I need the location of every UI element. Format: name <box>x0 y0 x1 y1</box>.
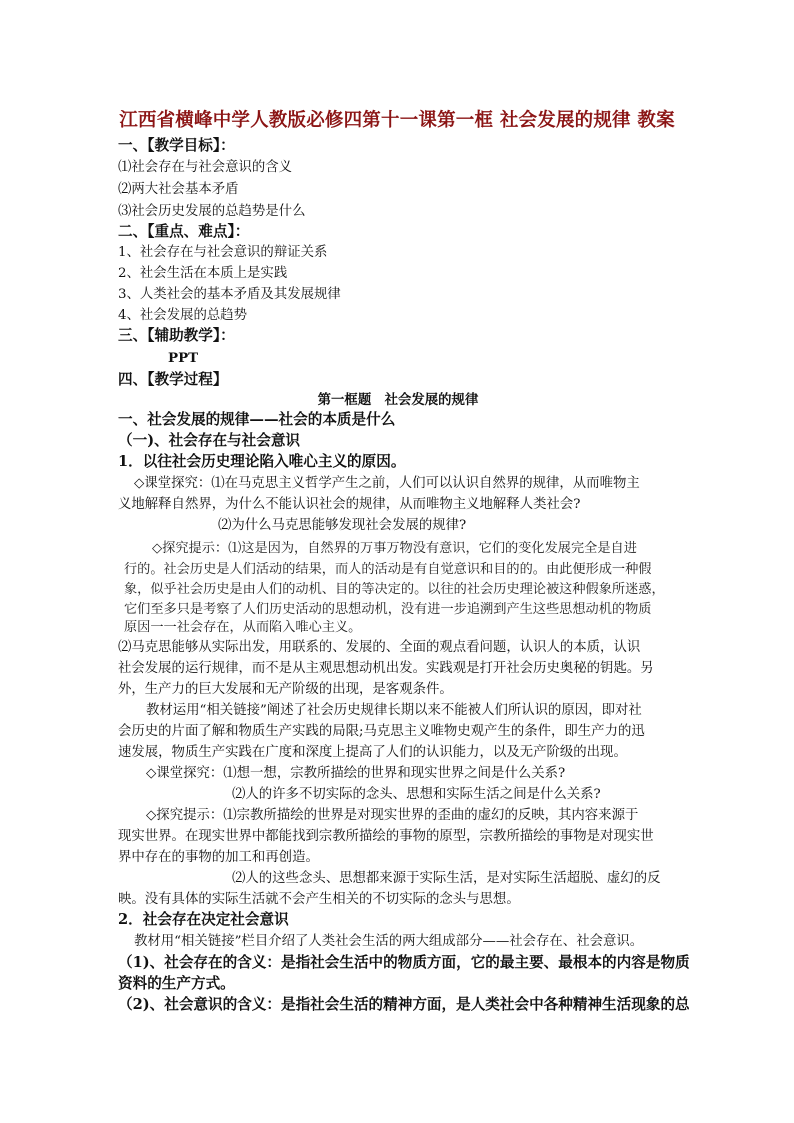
document-title: 江西省横峰中学人教版必修四第十一课第一框 社会发展的规律 教案 <box>119 110 675 131</box>
definition-line: （2)、社会意识的含义：是指社会生活的精神方面，是人类社会中各种精神生活现象的总 <box>118 996 690 1013</box>
body-line: 外，生产力的巨大发展和无产阶级的出现，是客观条件。 <box>118 682 453 697</box>
section-heading-objectives: 一、【教学目标】： <box>118 137 235 154</box>
body-line: ◇探究提示：⑴宗教所描绘的世界是对现实世界的歪曲的虚幻的反映，其内容来源于 <box>146 808 639 823</box>
body-line: 映。没有具体的实际生活就不会产生相关的不切实际的念头与思想。 <box>118 892 520 907</box>
body-line: 它们至多只是考察了人们历史活动的思想动机，没有进一步追溯到产生这些思想动机的物质 <box>124 602 652 617</box>
key-point-item: 2、社会生活在本质上是实践 <box>118 266 288 281</box>
body-line: 教材运用“相关链接”阐述了社会历史规律长期以来不能被人们所认识的原因，即对社 <box>146 703 642 718</box>
body-line: ⑵为什么马克思能够发现社会发展的规律? <box>218 518 467 533</box>
body-line: ⑵人的许多不切实际的念头、思想和实际生活之间是什么关系? <box>232 787 601 802</box>
part-subheading: （一)、社会存在与社会意识 <box>118 432 301 449</box>
aid-ppt: PPT <box>168 350 199 366</box>
body-line: ◇课堂探究：⑴想一想，宗教所描绘的世界和现实世界之间是什么关系? <box>146 766 566 781</box>
body-line: 社会发展的运行规律，而不是从主观思想动机出发。实践观是打开社会历史奥秘的钥匙。另 <box>118 661 654 676</box>
body-line: 教材用“相关链接”栏目介绍了人类社会生活的两大组成部分——社会存在、社会意识。 <box>134 934 644 949</box>
body-line: ◇探究提示：⑴这是因为，自然界的万事万物没有意识，它们的变化发展完全是自进 <box>152 541 637 556</box>
body-line: 界中存在的事物的加工和再创造。 <box>118 850 319 865</box>
body-line: 义地解释自然界，为什么不能认识社会的规律，从而唯物主义地解释人类社会? <box>118 497 581 512</box>
body-line: 行的。社会历史是人们活动的结果，而人的活动是有自觉意识和目的的。由此便形成一种假 <box>124 562 652 577</box>
objective-item: ⑶社会历史发展的总趋势是什么 <box>118 204 306 219</box>
body-line: 会历史的片面了解和物质生产实践的局限;马克思主义唯物史观产生的条件，即生产力的迅 <box>118 724 645 739</box>
point-heading: 2．社会存在决定社会意识 <box>118 911 289 928</box>
objective-item: ⑴社会存在与社会意识的含义 <box>118 160 293 175</box>
body-line: ⑵马克思能够从实际出发，用联系的、发展的、全面的观点看问题，认识人的本质，认识 <box>118 640 641 655</box>
objective-item: ⑵两大社会基本矛盾 <box>118 182 239 197</box>
body-line: 原因一一社会存在，从而陷入唯心主义。 <box>124 620 362 635</box>
definition-line: （1)、社会存在的含义：是指社会生活中的物质方面，它的最主要、最根本的内容是物质 <box>118 954 690 971</box>
body-line: 速发展，物质生产实践在广度和深度上提高了人们的认识能力，以及无产阶级的出现。 <box>118 745 627 760</box>
point-heading: 1．以往社会历史理论陷入唯心主义的原因。 <box>118 453 406 470</box>
section-heading-key-points: 二、【重点、难点】： <box>118 223 250 240</box>
key-point-item: 3、人类社会的基本矛盾及其发展规律 <box>118 287 341 302</box>
body-line: ⑵人的这些念头、思想都来源于实际生活，是对实际生活超脱、虚幻的反 <box>232 871 661 886</box>
definition-line: 资料的生产方式。 <box>118 975 235 992</box>
body-line: 现实世界。在现实世界中都能找到宗教所描绘的事物的原型，宗教所描绘的事物是对现实世 <box>118 829 654 844</box>
part-heading: 一、社会发展的规律——社会的本质是什么 <box>118 411 396 428</box>
body-line: ◇课堂探究：⑴在马克思主义哲学产生之前，人们可以认识自然界的规律，从而唯物主 <box>134 476 640 491</box>
key-point-item: 1、社会存在与社会意识的辩证关系 <box>118 245 328 260</box>
section-heading-aids: 三、【辅助教学】： <box>118 327 235 344</box>
key-point-item: 4、社会发展的总趋势 <box>118 308 248 323</box>
section-heading-process: 四、【教学过程】 <box>118 371 228 388</box>
body-line: 象，似乎社会历史是由人们的动机、目的等决定的。以往的社会历史理论被这种假象所迷惑， <box>124 582 665 597</box>
lesson-title: 第一框题 社会发展的规律 <box>317 392 479 408</box>
